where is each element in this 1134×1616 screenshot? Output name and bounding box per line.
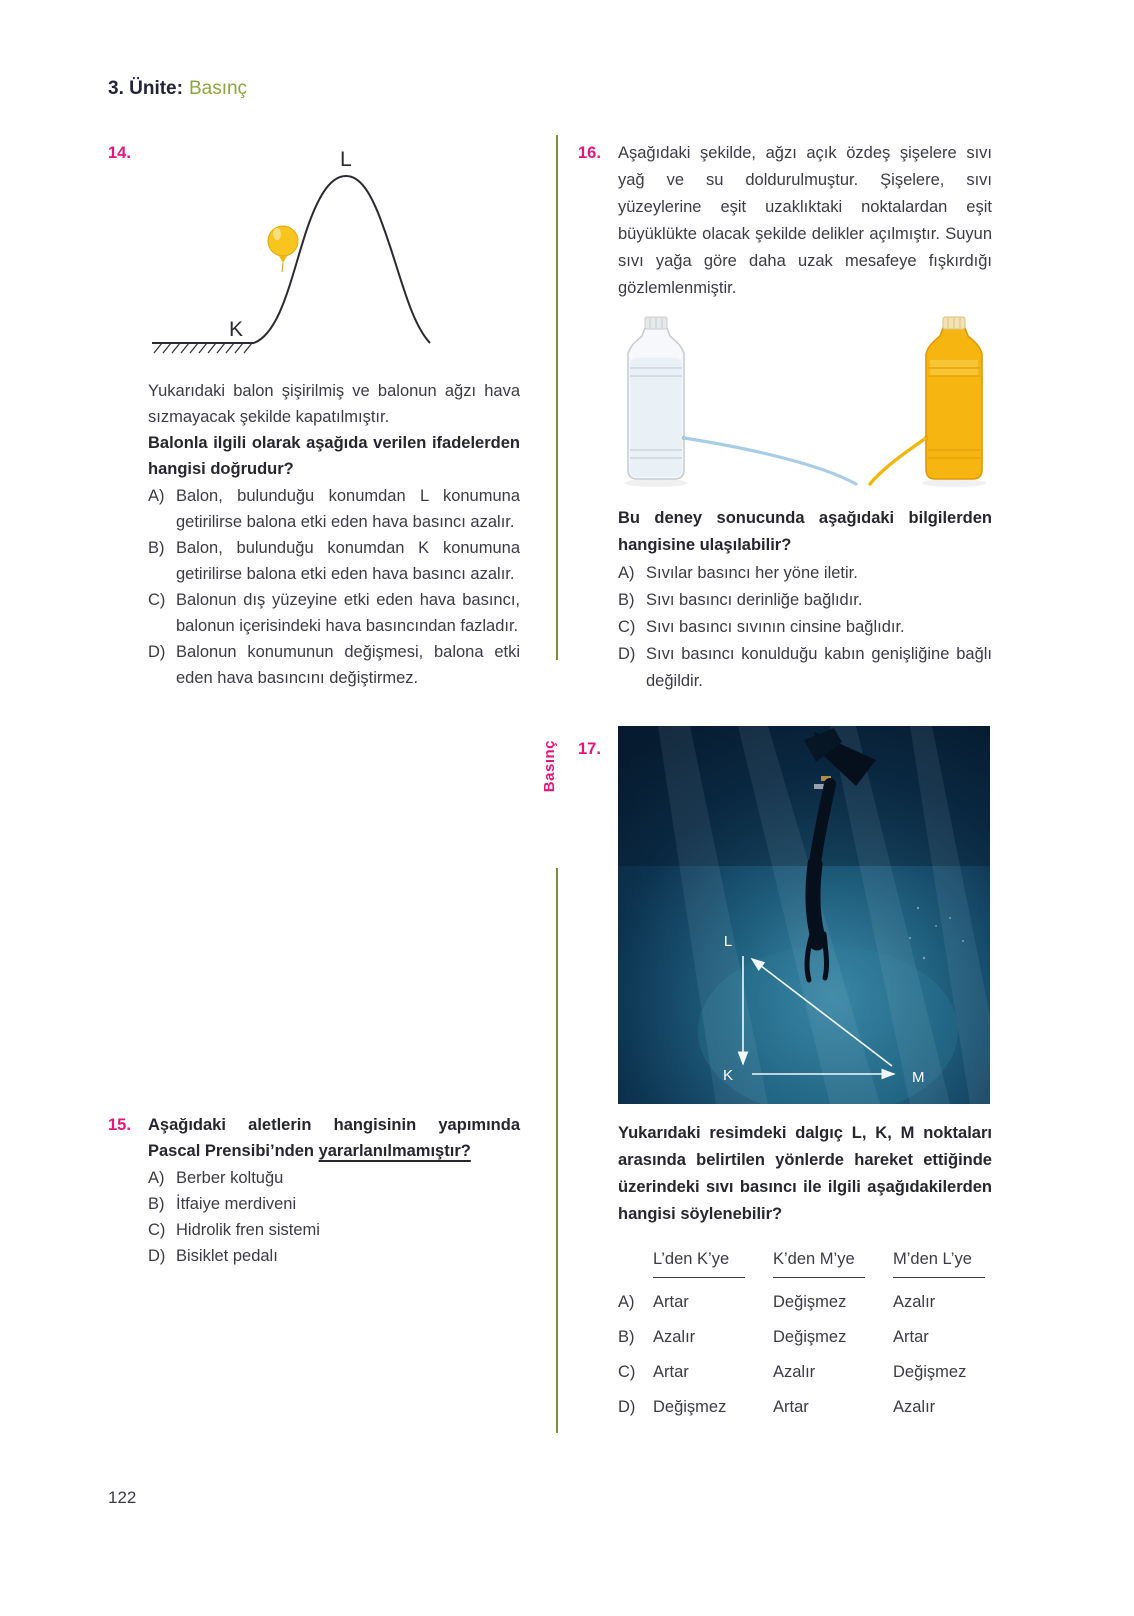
unit-title: Basınç [188, 78, 248, 99]
q14-option-c[interactable] [148, 587, 520, 639]
q14-figure-mountain [150, 140, 490, 360]
option-key: A) [618, 564, 635, 582]
question-16-number: 16. [578, 144, 601, 162]
q15-option-a[interactable] [148, 1165, 520, 1191]
option-key: C) [148, 591, 166, 609]
unit-label: 3. Ünite: [108, 78, 183, 99]
table-cell: Artar [773, 1397, 809, 1416]
question-14 [108, 140, 520, 691]
question-15 [108, 1112, 520, 1269]
option-key: D) [618, 645, 636, 663]
table-row-d[interactable] [618, 1389, 992, 1424]
q15-option-d[interactable] [148, 1243, 520, 1269]
q17-question: Yukarıdaki resimdeki dalgıç L, K, M noktaları arasında belirtilen yönlerde hareket ettiğinde üzerindeki sıvı basıncı ile ilgili aşağıdakilerden hangisi söylenebilir? [618, 1124, 992, 1223]
option-key: A) [148, 1169, 165, 1187]
option-text: Sıvı basıncı derinliğe bağlıdır. [646, 591, 863, 609]
q16-intro: Aşağıdaki şekilde, ağzı açık özdeş şişelere sıvı yağ ve su doldurulmuştur. Şişelere, sıvı yüzeylerine eşit uzaklıktaki noktalardan eşit büyüklükte olacak şekilde delikler açılmıştır. Suyun sıvı yağa göre daha uzak mesafeye fışkırdığı gözlemlenmiştir. [618, 144, 992, 297]
option-key: C) [618, 1362, 636, 1381]
option-key: D) [618, 1397, 636, 1416]
table-cell: Artar [653, 1292, 689, 1311]
column-divider-bottom [556, 868, 558, 1433]
q14-options [148, 483, 520, 691]
option-key: A) [148, 487, 165, 505]
option-text: Balon, bulunduğu konumdan K konumuna getirilirse balona etki eden hava basıncı azalır. [176, 539, 520, 583]
q14-intro: Yukarıdaki balon şişirilmiş ve balonun ağzı hava sızmayacak şekilde kapatılmıştır. [148, 382, 520, 426]
column-divider-top [556, 135, 558, 660]
q17-answer-table [618, 1246, 992, 1424]
option-text: Balon, bulunduğu konumdan L konumuna getirilirse balona etki eden hava basıncı azalır. [176, 487, 520, 531]
table-header: L’den K’ye [653, 1246, 773, 1278]
option-text: Sıvı basıncı konulduğu kabın genişliğine bağlı değildir. [646, 645, 992, 690]
point-label-m: M [912, 1069, 925, 1086]
table-cell: Azalır [893, 1397, 936, 1416]
q16-option-b[interactable] [618, 587, 992, 614]
option-key: B) [618, 591, 635, 609]
q15-question-part1: Aşağıdaki aletlerin hangisinin yapımında Pascal Prensibi’nden [148, 1116, 520, 1160]
q15-option-c[interactable] [148, 1217, 520, 1243]
option-text: Sıvı basıncı sıvının cinsine bağlıdır. [646, 618, 905, 636]
table-cell: Değişmez [773, 1327, 847, 1346]
ground-hatching [154, 343, 252, 353]
oil-stream [870, 438, 926, 484]
q14-option-d[interactable] [148, 639, 520, 691]
balloon-icon [268, 226, 298, 272]
mountain-path [254, 176, 430, 343]
unit-header [108, 78, 247, 100]
base-label: K [229, 318, 244, 341]
option-text: Berber koltuğu [176, 1169, 284, 1187]
option-text: İtfaiye merdiveni [176, 1195, 297, 1213]
oil-bottle [924, 317, 982, 479]
page-number: 122 [108, 1488, 137, 1507]
water-stream [684, 438, 856, 484]
option-key: A) [618, 1292, 635, 1311]
table-cell: Değişmez [653, 1397, 727, 1416]
table-cell: Azalır [893, 1292, 936, 1311]
q16-options [618, 560, 992, 695]
water-bottle [628, 317, 686, 479]
table-cell: Azalır [773, 1362, 816, 1381]
option-text: Hidrolik fren sistemi [176, 1221, 320, 1239]
option-key: D) [148, 643, 166, 661]
table-header: K’den M’ye [773, 1246, 893, 1278]
table-header: M’den L’ye [893, 1246, 1013, 1278]
table-cell: Azalır [653, 1327, 696, 1346]
q16-question: Bu deney sonucunda aşağıdaki bilgilerden hangisine ulaşılabilir? [618, 509, 992, 554]
option-text: Bisiklet pedalı [176, 1247, 278, 1265]
table-row-b[interactable] [618, 1319, 992, 1354]
table-cell: Değişmez [893, 1362, 967, 1381]
option-key: C) [148, 1221, 166, 1239]
point-label-l: L [723, 933, 733, 950]
q15-option-b[interactable] [148, 1191, 520, 1217]
q14-option-b[interactable] [148, 535, 520, 587]
q16-option-c[interactable] [618, 614, 992, 641]
table-cell: Değişmez [773, 1292, 847, 1311]
table-row-c[interactable] [618, 1354, 992, 1389]
q17-figure-diver-photo [618, 726, 990, 1104]
q16-option-d[interactable] [618, 641, 992, 695]
option-key: D) [148, 1247, 166, 1265]
question-15-number: 15. [108, 1116, 131, 1134]
option-text: Balonun dış yüzeyine etki eden hava basıncı, balonun içerisindeki hava basıncından fazladır. [176, 591, 520, 635]
option-key: B) [618, 1327, 635, 1346]
option-key: C) [618, 618, 636, 636]
q15-options [148, 1165, 520, 1269]
q14-option-a[interactable] [148, 483, 520, 535]
option-text: Sıvılar basıncı her yöne iletir. [646, 564, 858, 582]
question-16 [578, 140, 992, 695]
table-header-row [618, 1246, 992, 1284]
question-14-number: 14. [108, 144, 131, 162]
table-row-a[interactable] [618, 1284, 992, 1319]
table-cell: Artar [653, 1362, 689, 1381]
side-tab-label: Basınç [541, 740, 558, 793]
question-17-number: 17. [578, 740, 601, 758]
question-17 [578, 726, 992, 1424]
option-key: B) [148, 1195, 165, 1213]
option-text: Balonun konumunun değişmesi, balona etki eden hava basıncını değiştirmez. [176, 643, 520, 687]
q16-figure-bottles [618, 316, 990, 491]
point-label-k: K [722, 1067, 734, 1084]
q15-question [148, 1112, 520, 1164]
q15-question-underlined: yararlanılmamıştır? [318, 1142, 471, 1160]
q14-question: Balonla ilgili olarak aşağıda verilen ifadelerden hangisi doğrudur? [148, 434, 520, 478]
peak-label: L [340, 148, 352, 171]
q16-option-a[interactable] [618, 560, 992, 587]
table-cell: Artar [893, 1327, 929, 1346]
option-key: B) [148, 539, 165, 557]
